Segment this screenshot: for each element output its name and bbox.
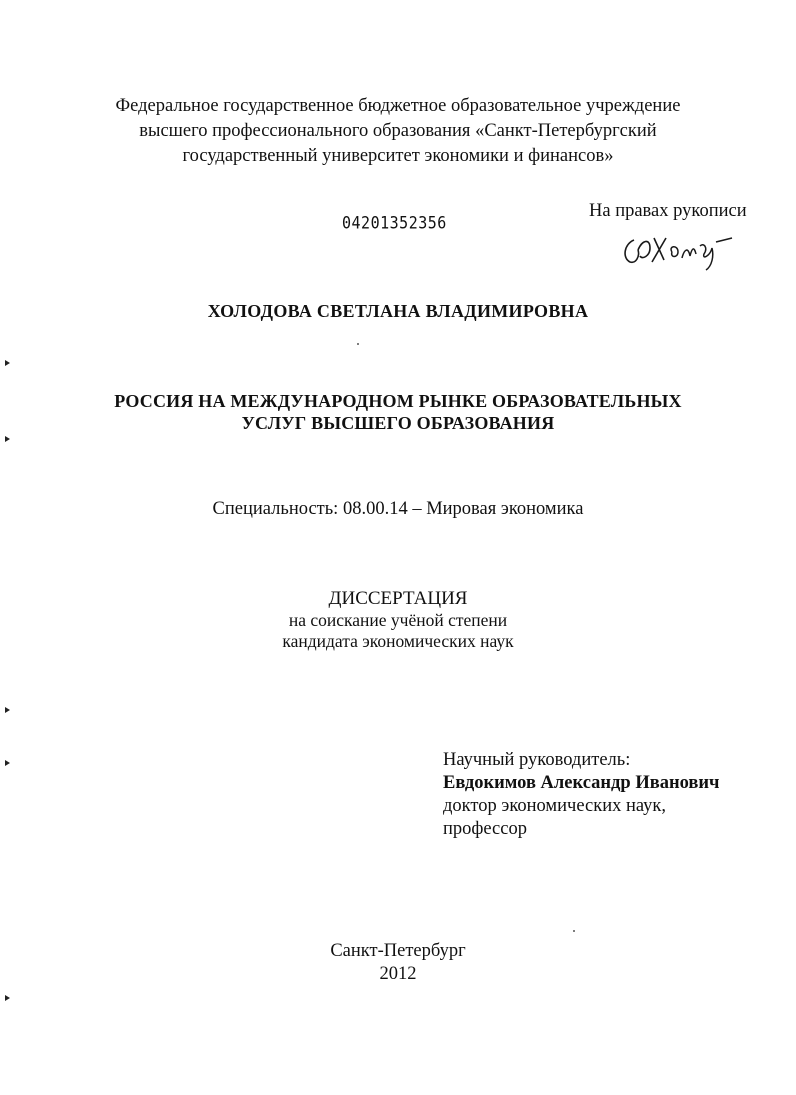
- institution-line: Федеральное государственное бюджетное образовательное учреждение: [115, 96, 681, 116]
- author-name: ХОЛОДОВА СВЕТЛАНА ВЛАДИМИРОВНА: [207, 301, 589, 321]
- degree-line-1: на соискание учёной степени: [288, 610, 508, 630]
- degree-line-2: кандидата экономических наук: [282, 631, 514, 651]
- binding-mark: [5, 707, 10, 713]
- binding-mark: [5, 436, 10, 442]
- place-and-year: [0, 940, 796, 986]
- city: Санкт-Петербург: [330, 941, 466, 961]
- dissertation-heading: ДИССЕРТАЦИЯ: [328, 588, 468, 609]
- supervisor-degree: доктор экономических наук,: [443, 796, 667, 816]
- binding-mark: [5, 360, 10, 366]
- supervisor-label: Научный руководитель:: [443, 750, 631, 770]
- institution-line: государственный университет экономики и финансов»: [182, 146, 614, 166]
- title-line-1: РОССИЯ НА МЕЖДУНАРОДНОМ РЫНКЕ ОБРАЗОВАТЕЛЬНЫХ: [114, 391, 682, 411]
- manuscript-note: На правах рукописи: [589, 201, 747, 221]
- scan-speck: [357, 343, 359, 345]
- binding-mark: [5, 995, 10, 1001]
- catalog-code: 04201352356: [342, 212, 447, 234]
- supervisor-block: [443, 749, 720, 841]
- title-line-2: УСЛУГ ВЫСШЕГО ОБРАЗОВАНИЯ: [241, 413, 555, 433]
- binding-mark: [5, 760, 10, 766]
- institution-line: высшего профессионального образования «Санкт-Петербургский: [139, 121, 657, 141]
- scan-speck: [573, 930, 575, 932]
- year: 2012: [379, 964, 417, 984]
- supervisor-rank: профессор: [443, 819, 527, 839]
- dissertation-title: [0, 390, 796, 434]
- specialty: Специальность: 08.00.14 – Мировая экономика: [212, 499, 584, 519]
- supervisor-name: Евдокимов Александр Иванович: [443, 773, 720, 793]
- handwritten-signature: [620, 226, 738, 274]
- institution-name: [0, 94, 796, 169]
